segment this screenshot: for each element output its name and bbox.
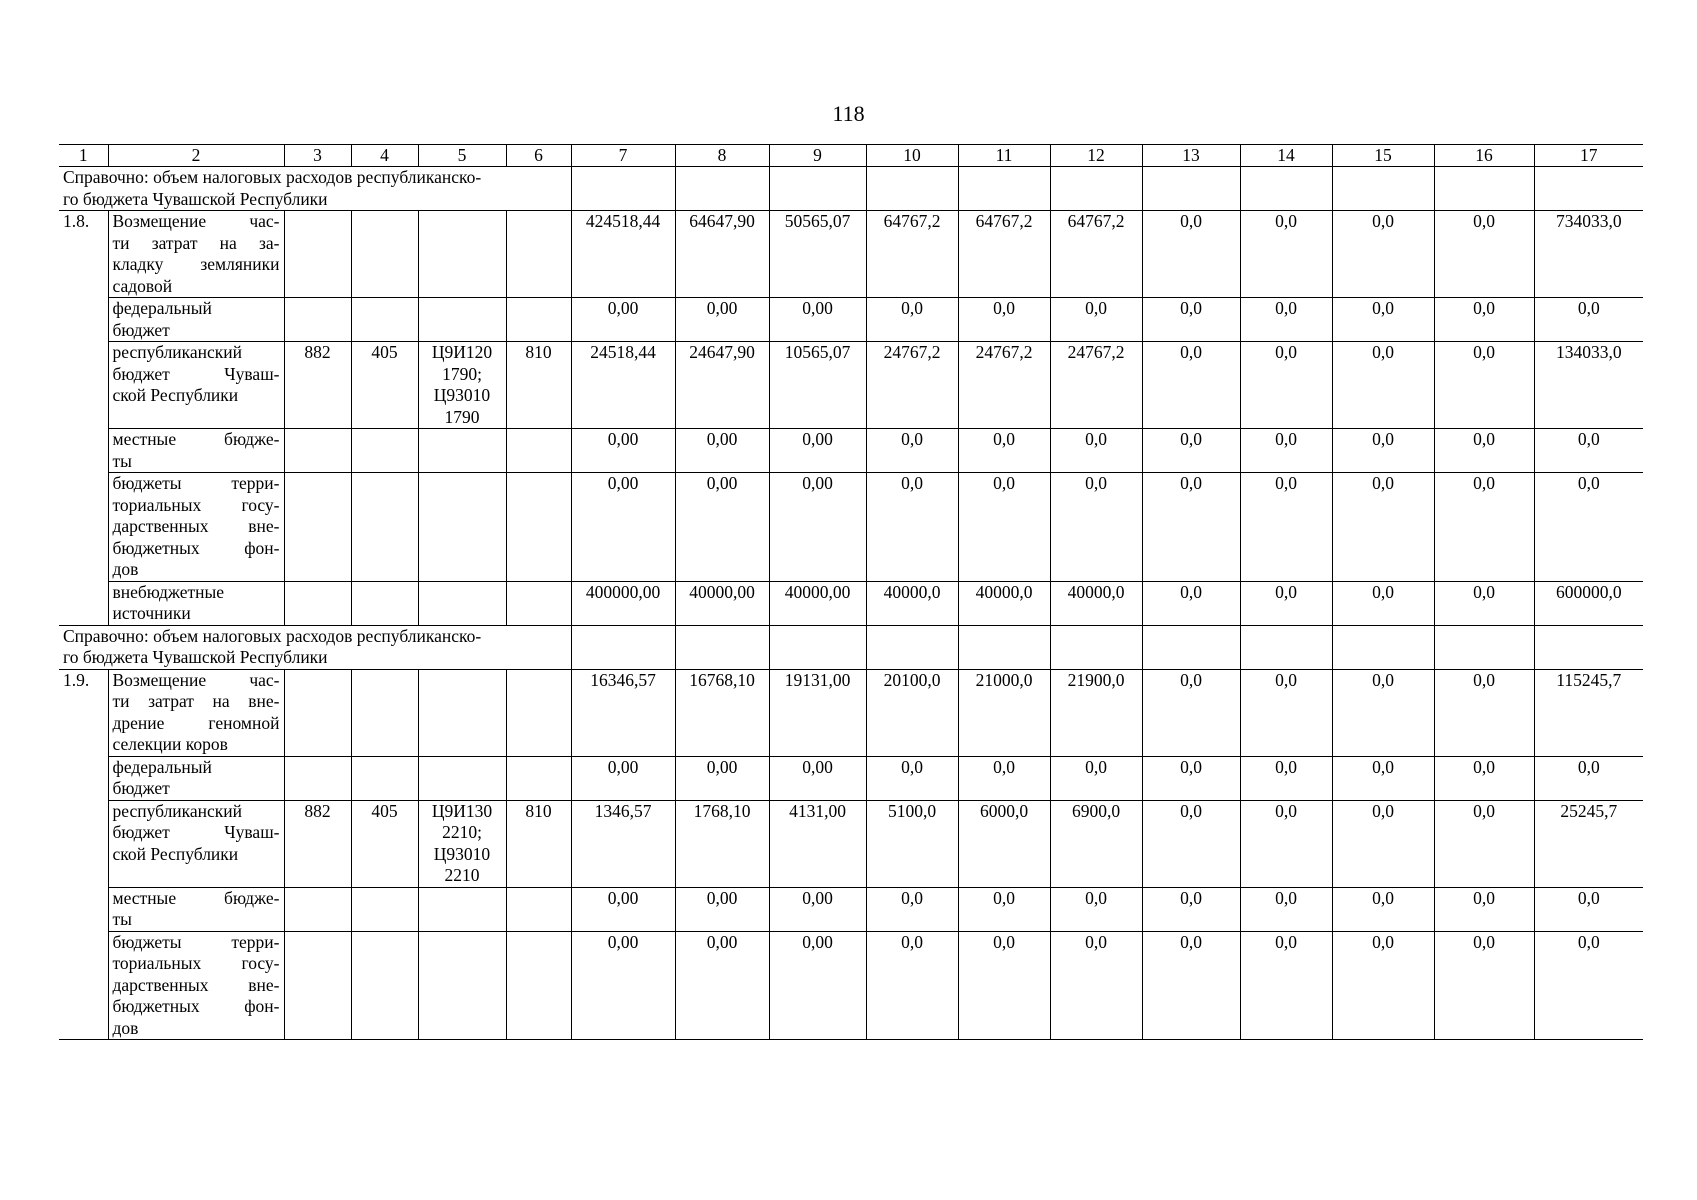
admin-code (284, 887, 351, 931)
value-cell: 6900,0 (1050, 800, 1142, 887)
admin-code (284, 756, 351, 800)
row-label-line: ской Республики (112, 385, 239, 405)
table-row (59, 473, 1643, 582)
value-cell: 0,0 (1534, 298, 1643, 342)
value-cell: 0,0 (1142, 211, 1240, 298)
row-label-line: ты (112, 909, 132, 929)
target-code-line: Ц93010 (433, 385, 491, 405)
row-label (108, 931, 284, 1040)
row-label-line: кладку земляники (112, 254, 280, 274)
target-code (418, 800, 506, 887)
value-cell: 0,0 (1434, 342, 1534, 429)
expense-type-code (506, 931, 571, 1040)
empty-cell (958, 625, 1050, 669)
value-cell: 0,00 (769, 298, 866, 342)
value-cell: 0,0 (1240, 756, 1332, 800)
row-label-line: бюджет (112, 778, 170, 798)
row-label-line: местные бюдже- (112, 887, 280, 908)
value-cell: 0,0 (1332, 756, 1434, 800)
value-cell: 4131,00 (769, 800, 866, 887)
value-cell: 0,0 (958, 887, 1050, 931)
value-cell: 24767,2 (1050, 342, 1142, 429)
empty-cell (1050, 167, 1142, 211)
column-header: 1 (59, 145, 108, 167)
section-code: 405 (351, 342, 418, 429)
target-code-line: 2210 (444, 865, 480, 885)
row-label (108, 211, 284, 298)
value-cell: 0,0 (1332, 211, 1434, 298)
value-cell: 16768,10 (675, 669, 769, 756)
value-cell: 0,0 (1534, 756, 1643, 800)
value-cell: 10565,07 (769, 342, 866, 429)
row-label-line: садовой (112, 275, 173, 296)
value-cell: 134033,0 (1534, 342, 1643, 429)
empty-cell (1050, 625, 1142, 669)
table-row (59, 931, 1643, 1040)
row-label-line: внебюджетные (112, 581, 225, 602)
row-label-line: дов (112, 1017, 139, 1038)
expense-type-code (506, 211, 571, 298)
target-code-line: Ц93010 (433, 843, 491, 864)
target-code-line: 2210; (442, 822, 482, 842)
empty-cell (769, 167, 866, 211)
row-label (108, 669, 284, 756)
table-row (59, 756, 1643, 800)
value-cell: 0,00 (571, 931, 675, 1040)
value-cell: 0,0 (958, 473, 1050, 582)
value-cell: 0,0 (1534, 931, 1643, 1040)
column-header: 10 (866, 145, 958, 167)
row-label (108, 887, 284, 931)
value-cell: 0,00 (571, 473, 675, 582)
row-label-line: федеральный (112, 298, 212, 318)
value-cell: 0,0 (1434, 887, 1534, 931)
target-code (418, 342, 506, 429)
column-header: 2 (108, 145, 284, 167)
target-code (418, 931, 506, 1040)
admin-code (284, 298, 351, 342)
value-cell: 64767,2 (1050, 211, 1142, 298)
column-header: 3 (284, 145, 351, 167)
target-code (418, 298, 506, 342)
empty-cell (1142, 625, 1240, 669)
row-label-line: дарственных вне- (112, 516, 280, 536)
value-cell: 40000,00 (769, 581, 866, 625)
admin-code (284, 429, 351, 473)
row-label-line: местные бюдже- (112, 429, 280, 449)
row-label-line: бюджеты терри- (112, 473, 280, 493)
value-cell: 0,0 (1050, 887, 1142, 931)
value-cell: 0,00 (769, 887, 866, 931)
value-cell: 0,0 (1050, 473, 1142, 582)
value-cell: 0,0 (1142, 669, 1240, 756)
empty-cell (1534, 625, 1643, 669)
expense-type-code (506, 669, 571, 756)
value-cell: 115245,7 (1534, 669, 1643, 756)
value-cell: 0,0 (1240, 887, 1332, 931)
target-code (418, 473, 506, 582)
value-cell: 0,0 (1240, 800, 1332, 887)
column-header: 7 (571, 145, 675, 167)
empty-cell (1240, 167, 1332, 211)
value-cell: 0,0 (1050, 756, 1142, 800)
value-cell: 0,0 (866, 756, 958, 800)
row-label-line: бюджеты терри- (112, 931, 280, 952)
value-cell: 0,0 (1240, 298, 1332, 342)
section-code (351, 298, 418, 342)
admin-code (284, 581, 351, 625)
value-cell: 0,0 (1240, 429, 1332, 473)
value-cell: 0,00 (769, 429, 866, 473)
empty-cell (1332, 625, 1434, 669)
value-cell: 0,0 (958, 298, 1050, 342)
value-cell: 0,00 (675, 756, 769, 800)
row-label-line: республиканский (112, 342, 243, 362)
section-code (351, 429, 418, 473)
row-label-line: ской Республики (112, 843, 239, 864)
section-code (351, 211, 418, 298)
value-cell: 0,00 (571, 756, 675, 800)
value-cell: 0,0 (1332, 887, 1434, 931)
budget-table (59, 144, 1643, 1040)
value-cell: 0,0 (1534, 887, 1643, 931)
row-label-line: дарственных вне- (112, 974, 280, 995)
row-label-line: ты (112, 450, 132, 471)
empty-cell (571, 167, 675, 211)
value-cell: 0,0 (1534, 473, 1643, 582)
section-code (351, 473, 418, 582)
reference-line: Справочно: объем налоговых расходов республиканско- (63, 625, 482, 646)
target-code (418, 211, 506, 298)
value-cell: 19131,00 (769, 669, 866, 756)
target-code-line: Ц9И120 (431, 342, 493, 362)
value-cell: 400000,00 (571, 581, 675, 625)
reference-line: Справочно: объем налоговых расходов республиканско- (63, 167, 482, 187)
value-cell: 0,0 (1240, 211, 1332, 298)
table-row (59, 581, 1643, 625)
section-code (351, 581, 418, 625)
reference-row (59, 625, 1643, 669)
value-cell: 0,0 (1332, 298, 1434, 342)
value-cell: 0,0 (1142, 800, 1240, 887)
row-label-line: бюджетных фон- (112, 537, 280, 558)
row-label-line: ти затрат на за- (112, 232, 280, 253)
table-row (59, 429, 1643, 473)
value-cell: 0,0 (1434, 429, 1534, 473)
value-cell: 0,0 (1332, 581, 1434, 625)
row-label-line: дов (112, 559, 139, 579)
table-row (59, 800, 1643, 887)
value-cell: 64767,2 (958, 211, 1050, 298)
value-cell: 600000,0 (1534, 581, 1643, 625)
row-label (108, 342, 284, 429)
row-label-line: федеральный (112, 756, 212, 777)
value-cell: 0,0 (1332, 342, 1434, 429)
value-cell: 1768,10 (675, 800, 769, 887)
target-code (418, 669, 506, 756)
target-code-line: Ц9И130 (431, 800, 493, 821)
value-cell: 0,0 (1142, 756, 1240, 800)
expense-type-code (506, 473, 571, 582)
row-label-line: источники (112, 603, 191, 623)
reference-line: го бюджета Чувашской Республики (63, 647, 328, 667)
value-cell: 0,0 (1434, 298, 1534, 342)
row-label-line: бюджет Чуваш- (112, 822, 280, 842)
column-header: 11 (958, 145, 1050, 167)
expense-type-code: 810 (506, 800, 571, 887)
value-cell: 0,0 (1332, 800, 1434, 887)
column-header: 5 (418, 145, 506, 167)
reference-line: го бюджета Чувашской Республики (63, 188, 328, 209)
value-cell: 0,0 (1050, 298, 1142, 342)
value-cell: 6000,0 (958, 800, 1050, 887)
empty-cell (1434, 625, 1534, 669)
column-header: 4 (351, 145, 418, 167)
value-cell: 0,0 (1534, 429, 1643, 473)
column-header: 8 (675, 145, 769, 167)
value-cell: 0,0 (958, 931, 1050, 1040)
row-label (108, 298, 284, 342)
admin-code (284, 473, 351, 582)
value-cell: 5100,0 (866, 800, 958, 887)
value-cell: 0,00 (769, 473, 866, 582)
column-header: 15 (1332, 145, 1434, 167)
value-cell: 0,0 (866, 887, 958, 931)
value-cell: 21900,0 (1050, 669, 1142, 756)
reference-note (59, 625, 571, 669)
row-label (108, 800, 284, 887)
value-cell: 50565,07 (769, 211, 866, 298)
value-cell: 0,0 (1142, 581, 1240, 625)
value-cell: 0,0 (1240, 342, 1332, 429)
column-header: 16 (1434, 145, 1534, 167)
value-cell: 0,00 (675, 473, 769, 582)
target-code (418, 756, 506, 800)
value-cell: 0,0 (866, 429, 958, 473)
value-cell: 24647,90 (675, 342, 769, 429)
empty-cell (1142, 167, 1240, 211)
table-row (59, 342, 1643, 429)
row-label-line: бюджетных фон- (112, 996, 280, 1016)
table-row (59, 887, 1643, 931)
target-code-line: 1790; (442, 363, 482, 384)
value-cell: 0,0 (866, 473, 958, 582)
value-cell: 0,00 (675, 429, 769, 473)
value-cell: 21000,0 (958, 669, 1050, 756)
empty-cell (1434, 167, 1534, 211)
value-cell: 0,0 (1434, 581, 1534, 625)
value-cell: 734033,0 (1534, 211, 1643, 298)
value-cell: 0,0 (1434, 211, 1534, 298)
expense-type-code (506, 298, 571, 342)
value-cell: 40000,0 (958, 581, 1050, 625)
header-row (59, 145, 1643, 167)
row-label-line: республиканский (112, 800, 243, 821)
value-cell: 0,0 (1050, 931, 1142, 1040)
row-label (108, 473, 284, 582)
value-cell: 64767,2 (866, 211, 958, 298)
value-cell: 24767,2 (866, 342, 958, 429)
empty-cell (866, 167, 958, 211)
row-label-line: селекции коров (112, 734, 228, 754)
value-cell: 0,0 (1050, 429, 1142, 473)
empty-cell (675, 625, 769, 669)
table-row (59, 298, 1643, 342)
section-code: 405 (351, 800, 418, 887)
item-number: 1.9. (59, 669, 108, 1040)
column-header: 14 (1240, 145, 1332, 167)
value-cell: 64647,90 (675, 211, 769, 298)
value-cell: 24518,44 (571, 342, 675, 429)
empty-cell (866, 625, 958, 669)
expense-type-code (506, 429, 571, 473)
row-label-line: бюджет Чуваш- (112, 363, 280, 384)
value-cell: 0,0 (1434, 473, 1534, 582)
value-cell: 0,00 (675, 298, 769, 342)
reference-row (59, 167, 1643, 211)
value-cell: 0,0 (1332, 669, 1434, 756)
value-cell: 25245,7 (1534, 800, 1643, 887)
value-cell: 0,00 (675, 931, 769, 1040)
admin-code (284, 669, 351, 756)
value-cell: 0,0 (1240, 473, 1332, 582)
value-cell: 0,0 (1434, 800, 1534, 887)
empty-cell (1332, 167, 1434, 211)
value-cell: 40000,00 (675, 581, 769, 625)
row-label-line: ториальных госу- (112, 953, 280, 973)
target-code-line: 1790 (444, 406, 480, 427)
value-cell: 16346,57 (571, 669, 675, 756)
page-number: 118 (832, 101, 865, 126)
value-cell: 1346,57 (571, 800, 675, 887)
table-row (59, 669, 1643, 756)
value-cell: 0,0 (1142, 931, 1240, 1040)
row-label-line: Возмещение час- (112, 211, 280, 231)
row-label (108, 581, 284, 625)
value-cell: 0,0 (1434, 931, 1534, 1040)
section-code (351, 756, 418, 800)
expense-type-code (506, 756, 571, 800)
value-cell: 0,0 (1332, 429, 1434, 473)
value-cell: 0,0 (1240, 669, 1332, 756)
section-code (351, 887, 418, 931)
row-label-line: бюджет (112, 319, 170, 340)
value-cell: 0,0 (1240, 581, 1332, 625)
row-label-line: ториальных госу- (112, 494, 280, 515)
value-cell: 0,0 (1434, 756, 1534, 800)
section-code (351, 669, 418, 756)
value-cell: 40000,0 (866, 581, 958, 625)
value-cell: 0,00 (571, 887, 675, 931)
value-cell: 0,0 (866, 931, 958, 1040)
empty-cell (571, 625, 675, 669)
row-label (108, 756, 284, 800)
section-code (351, 931, 418, 1040)
value-cell: 40000,0 (1050, 581, 1142, 625)
admin-code (284, 931, 351, 1040)
column-header: 17 (1534, 145, 1643, 167)
column-header: 13 (1142, 145, 1240, 167)
value-cell: 0,0 (1240, 931, 1332, 1040)
column-header: 12 (1050, 145, 1142, 167)
value-cell: 0,0 (1142, 887, 1240, 931)
value-cell: 0,0 (958, 429, 1050, 473)
empty-cell (675, 167, 769, 211)
reference-note (59, 167, 571, 211)
value-cell: 0,0 (958, 756, 1050, 800)
admin-code: 882 (284, 342, 351, 429)
value-cell: 0,00 (571, 298, 675, 342)
value-cell: 0,0 (1142, 473, 1240, 582)
value-cell: 0,00 (675, 887, 769, 931)
value-cell: 24767,2 (958, 342, 1050, 429)
table-body (59, 145, 1643, 1040)
column-header: 9 (769, 145, 866, 167)
item-number: 1.8. (59, 211, 108, 626)
empty-cell (769, 625, 866, 669)
value-cell: 0,0 (1142, 342, 1240, 429)
value-cell: 0,0 (1332, 931, 1434, 1040)
value-cell: 0,00 (769, 931, 866, 1040)
admin-code: 882 (284, 800, 351, 887)
value-cell: 0,00 (571, 429, 675, 473)
row-label-line: Возмещение час- (112, 669, 280, 690)
target-code (418, 887, 506, 931)
empty-cell (958, 167, 1050, 211)
expense-type-code (506, 581, 571, 625)
value-cell: 0,0 (1142, 298, 1240, 342)
empty-cell (1240, 625, 1332, 669)
table-row (59, 211, 1643, 298)
value-cell: 20100,0 (866, 669, 958, 756)
value-cell: 0,0 (1142, 429, 1240, 473)
column-header: 6 (506, 145, 571, 167)
value-cell: 0,0 (866, 298, 958, 342)
value-cell: 0,0 (1434, 669, 1534, 756)
row-label (108, 429, 284, 473)
expense-type-code: 810 (506, 342, 571, 429)
value-cell: 0,0 (1332, 473, 1434, 582)
value-cell: 424518,44 (571, 211, 675, 298)
admin-code (284, 211, 351, 298)
row-label-line: ти затрат на вне- (112, 691, 280, 711)
expense-type-code (506, 887, 571, 931)
target-code (418, 429, 506, 473)
target-code (418, 581, 506, 625)
value-cell: 0,00 (769, 756, 866, 800)
row-label-line: дрение геномной (112, 712, 280, 733)
empty-cell (1534, 167, 1643, 211)
